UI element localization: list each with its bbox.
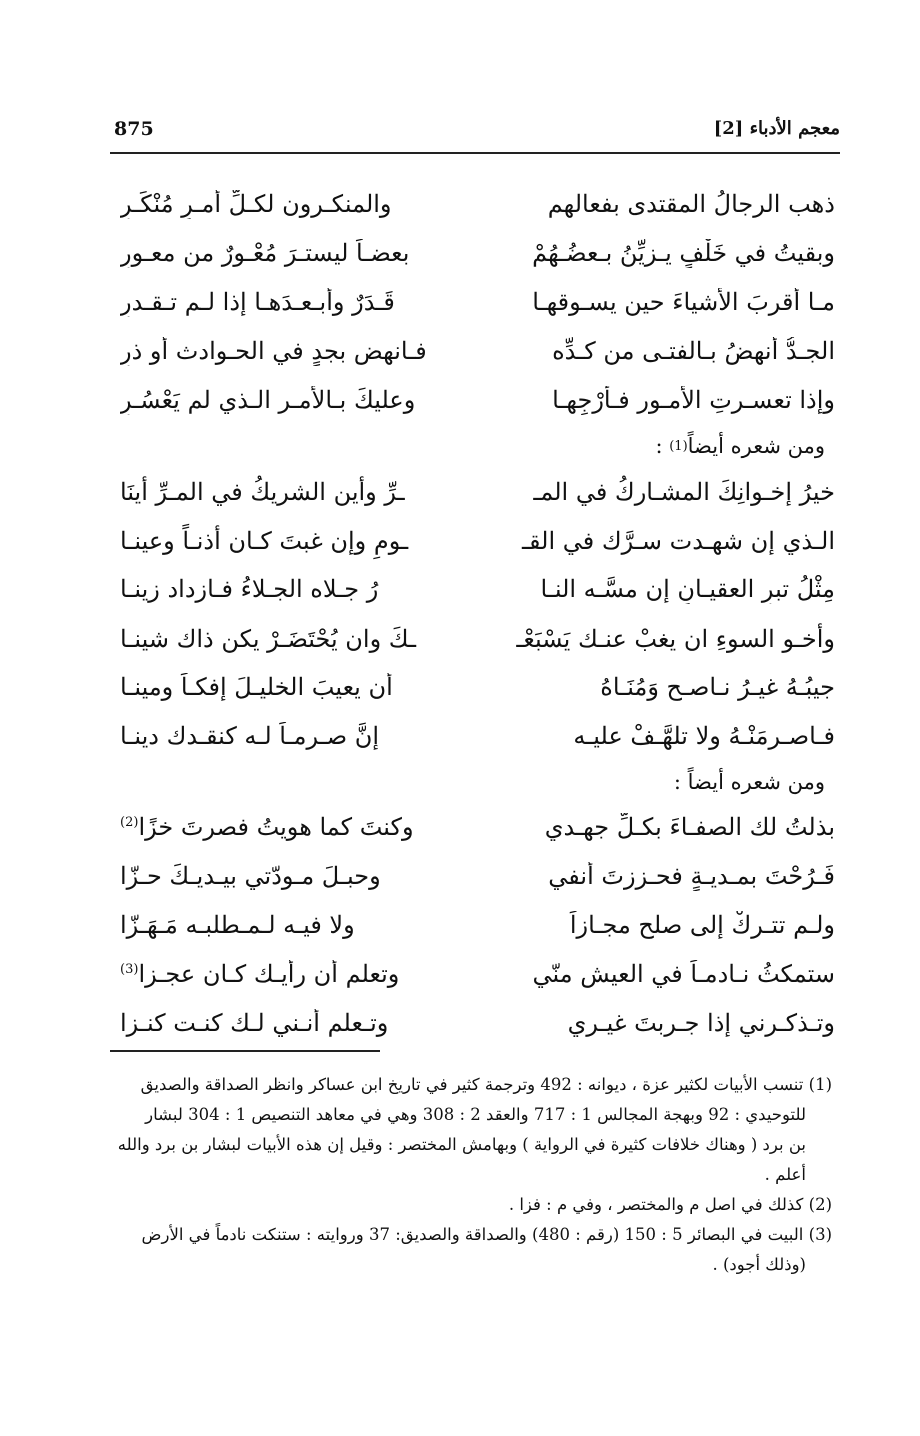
hemistich-second (120, 813, 463, 842)
hemistich-first: بذلتُ لك الصفـاءَ بكـلِّ جهـدي (544, 813, 835, 842)
hemistich-second: أن يعيبَ الخليـلَ إفكـاً ومينـا (120, 673, 393, 702)
footnote-number: (3) (808, 1225, 832, 1244)
section-intro (120, 425, 835, 467)
hemistich-first: فَـرُحْتَ بمـديـةٍ فحـززتَ أنفي (548, 862, 835, 891)
footnote-ref: (2) (120, 815, 139, 831)
hemistich-second: فـانهض بجدٍ في الحـوادث أو ذرِ (120, 337, 427, 366)
verse (120, 852, 835, 901)
footnote-line: تنسب الأبيات لكثير عزة ، ديوانه : 492 وترجمة كثير في تاريخ ابن عساكر وانظر الصداقة والصديق (140, 1075, 804, 1094)
verse (120, 999, 835, 1048)
footnote-ref: (3) (120, 962, 139, 978)
page-header (110, 112, 840, 154)
footnote-number: (2) (808, 1195, 832, 1214)
hemistich-first: جيبُـهُ غيـرُ نـاصـحٍ وَمُنَـاهُ (600, 673, 835, 702)
footnotes (110, 1070, 832, 1280)
hemistich-second: وتـعلم أنـني لـك كنـت كنـزا (120, 1009, 389, 1038)
hemistich-second: إنَّ صـرمـاً لـه كنقـدك دينـا (120, 722, 380, 751)
verse (120, 516, 835, 565)
hemistich-text: وكنتَ كما هويتُ فصرتَ خزًا (138, 813, 414, 842)
footnote-line: أعلم . (764, 1165, 806, 1184)
verse (120, 712, 835, 761)
footnote (110, 1190, 832, 1220)
hemistich-first: خيرُ إخـوانِكَ المشـاركُ في المـ (533, 477, 835, 506)
verse (120, 376, 835, 425)
verse (120, 803, 835, 852)
running-title: معجم الأدباء [2] (713, 118, 840, 139)
hemistich-second: بعضـاً ليستـرَ مُعْـورٌ من معـورِ (120, 239, 410, 268)
intro-colon: : (655, 434, 663, 458)
hemistich-second: رُ جـلاه الجـلاءُ فـازداد زينـا (120, 575, 379, 604)
hemistich-first: ستمكثُ نـادمـاً في العيشِ منّي (532, 960, 835, 989)
hemistich-second: ـكَ وان يُحْتَضَـرْ يكن ذاك شينـا (120, 624, 417, 653)
hemistich-second: قَـدَرٌ وأبـعـدَهـا إذا لـم تـقـدرِ (120, 288, 395, 317)
footnote (110, 1220, 832, 1280)
footnote-divider (110, 1050, 380, 1052)
footnote-line: كذلك في اصل م والمختصر ، وفي م : فزا . (508, 1195, 804, 1214)
footnote-number: (1) (808, 1075, 832, 1094)
intro-text: ومن شعره أيضاً : (673, 770, 825, 794)
verse (120, 327, 835, 376)
hemistich-first: مِثْلُ تبرِ العقيـانِ إن مسَّـه النـا (540, 575, 835, 604)
verse (120, 950, 835, 999)
hemistich-first: وتـذكـرني إذا جـربتَ غيـري (567, 1009, 835, 1038)
hemistich-first: الجـدُّ أنهضُ بـالفتـى من كـدِّه (552, 337, 835, 366)
hemistich-first: وأخـو السوءِ ان يغبْ عنـك يَسْبَعْـ (516, 624, 835, 653)
hemistich-first: الـذي إن شهـدت سـرَّك في القـ (521, 526, 835, 555)
hemistich-first: مـا أقربَ الأشياءَ حين يسـوقهـا (532, 288, 835, 317)
poem-body (120, 180, 835, 1048)
verse (120, 565, 835, 614)
hemistich-first: ولـم تتـركْ إلى صلحٍ مجـازاً (569, 911, 835, 940)
intro-text: ومن شعره أيضاً (687, 434, 825, 458)
verse (120, 901, 835, 950)
verse (120, 467, 835, 516)
footnote (110, 1070, 832, 1190)
footnote-line: بن برد ( وهناك خلافات كثيرة في الرواية ) وبهامش المختصر : وقيل إن هذه الأبيات لبشار بن برد والله (117, 1135, 806, 1154)
hemistich-second: وعليكَ بـالأمـر الـذي لم يَعْسُـرِ (120, 386, 416, 415)
hemistich-second: ولا فيـه لـمـطلبـه مَـهَـزّا (120, 911, 355, 940)
footnote-ref: (1) (669, 438, 688, 454)
hemistich-text: وتعلم أن رأيـك كـان عجـزا (138, 960, 400, 989)
footnote-line: (وذلك أجود) . (712, 1255, 806, 1274)
hemistich-second (120, 960, 463, 989)
verse (120, 180, 835, 229)
hemistich-first: وإذا تعسـرتِ الأمـور فـأرْجِهـا (552, 386, 835, 415)
hemistich-second: ـومِ وإن غبتَ كـان أذنـاً وعينـا (120, 526, 409, 555)
footnote-line: للتوحيدي : 92 وبهجة المجالس 1 : 717 والعقد 2 : 308 وهي في معاهد التنصيص 1 : 304 لبشار (145, 1105, 806, 1124)
hemistich-second: وحبـلَ مـودّتي بيـديـكَ حـزّا (120, 862, 381, 891)
hemistich-first: فـاصـرمَنْـهُ ولا تلهَّـفْ عليـه (573, 722, 835, 751)
footnote-line: البيت في البصائر 5 : 150 (رقم : 480) والصداقة والصديق: 37 وروايته : ستنكت نادماً في الأرض (141, 1225, 804, 1244)
verse (120, 278, 835, 327)
page-number: 875 (114, 118, 154, 140)
section-intro (120, 761, 835, 803)
hemistich-first: وبقيتُ في خَلْفٍ يـزيِّنُ بـعضُـهُمْ (532, 239, 835, 268)
verse (120, 229, 835, 278)
hemistich-second: ـرِّ وأين الشريكُ في المـرِّ أينَا (120, 477, 405, 506)
verse (120, 663, 835, 712)
verse (120, 614, 835, 663)
hemistich-first: ذهب الرجالُ المقتدى بفعالهم (547, 190, 835, 219)
hemistich-second: والمنكـرون لكـلِّ أمـرٍ مُنْكَـرِ (120, 190, 392, 219)
